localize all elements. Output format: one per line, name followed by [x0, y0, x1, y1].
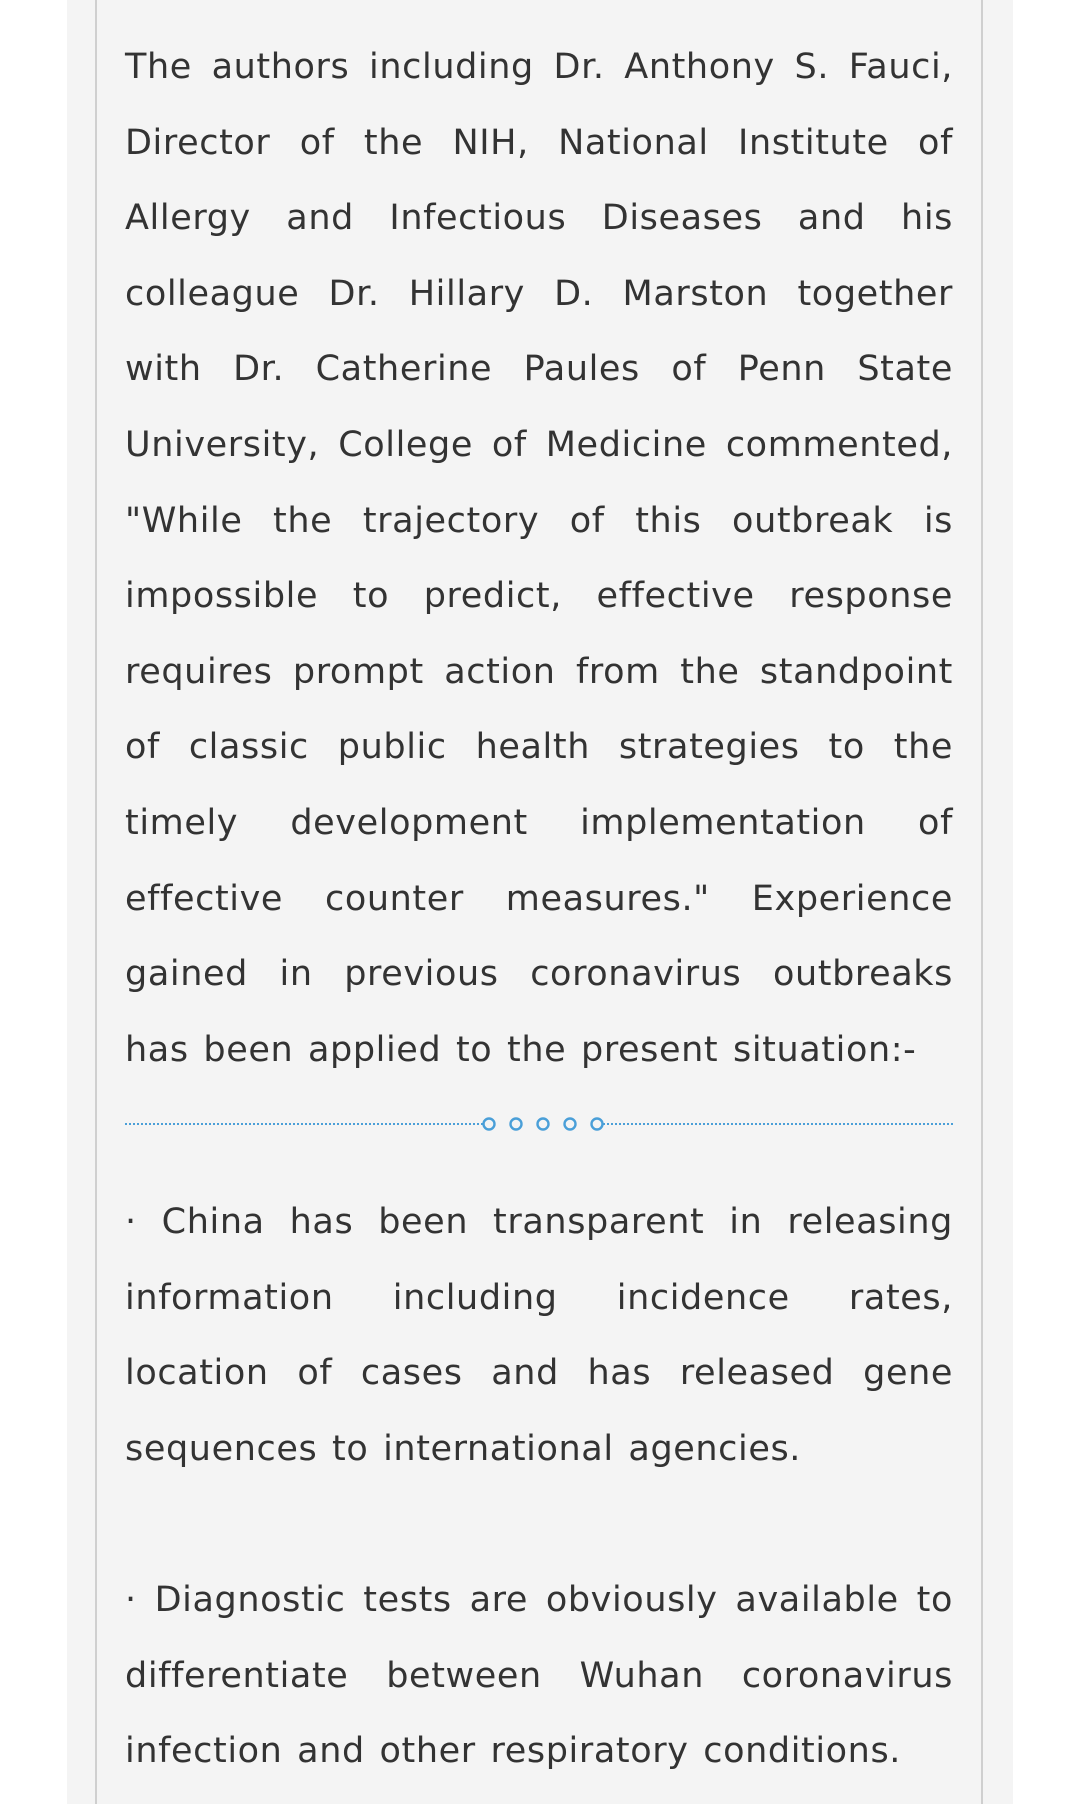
- divider-circle-5: [592, 1119, 603, 1130]
- divider-graphic: [125, 1115, 955, 1133]
- divider-circle-1: [484, 1119, 495, 1130]
- divider-circle-3: [538, 1119, 549, 1130]
- divider-circle-4: [565, 1119, 576, 1130]
- bullet-item-diagnostics: · Diagnostic tests are obviously available to differentiate between Wuhan coronavirus infection and other respiratory conditions.: [125, 1580, 953, 1772]
- bullet-item-transparency: · China has been transparent in releasing information including incidence rates, location of cases and has released gene sequences to international agencies.: [125, 1202, 953, 1469]
- article-paragraph: The authors including Dr. Anthony S. Fauci, Director of the NIH, National Institute of Allergy and Infectious Diseases and his colleague Dr. Hillary D. Marston together with Dr. Catherine Paules of Penn State University, College of Medicine commented, "While the trajectory of this outbreak is impossible to predict, effective response requires prompt action from the standpoint of classic public health strategies to the timely development implementation of effective counter measures." Experience gained in previous coronavirus outbreaks has been applied to the present situation:-: [125, 47, 953, 1070]
- divider-circle-2: [511, 1119, 522, 1130]
- ornamental-divider: [125, 1115, 955, 1133]
